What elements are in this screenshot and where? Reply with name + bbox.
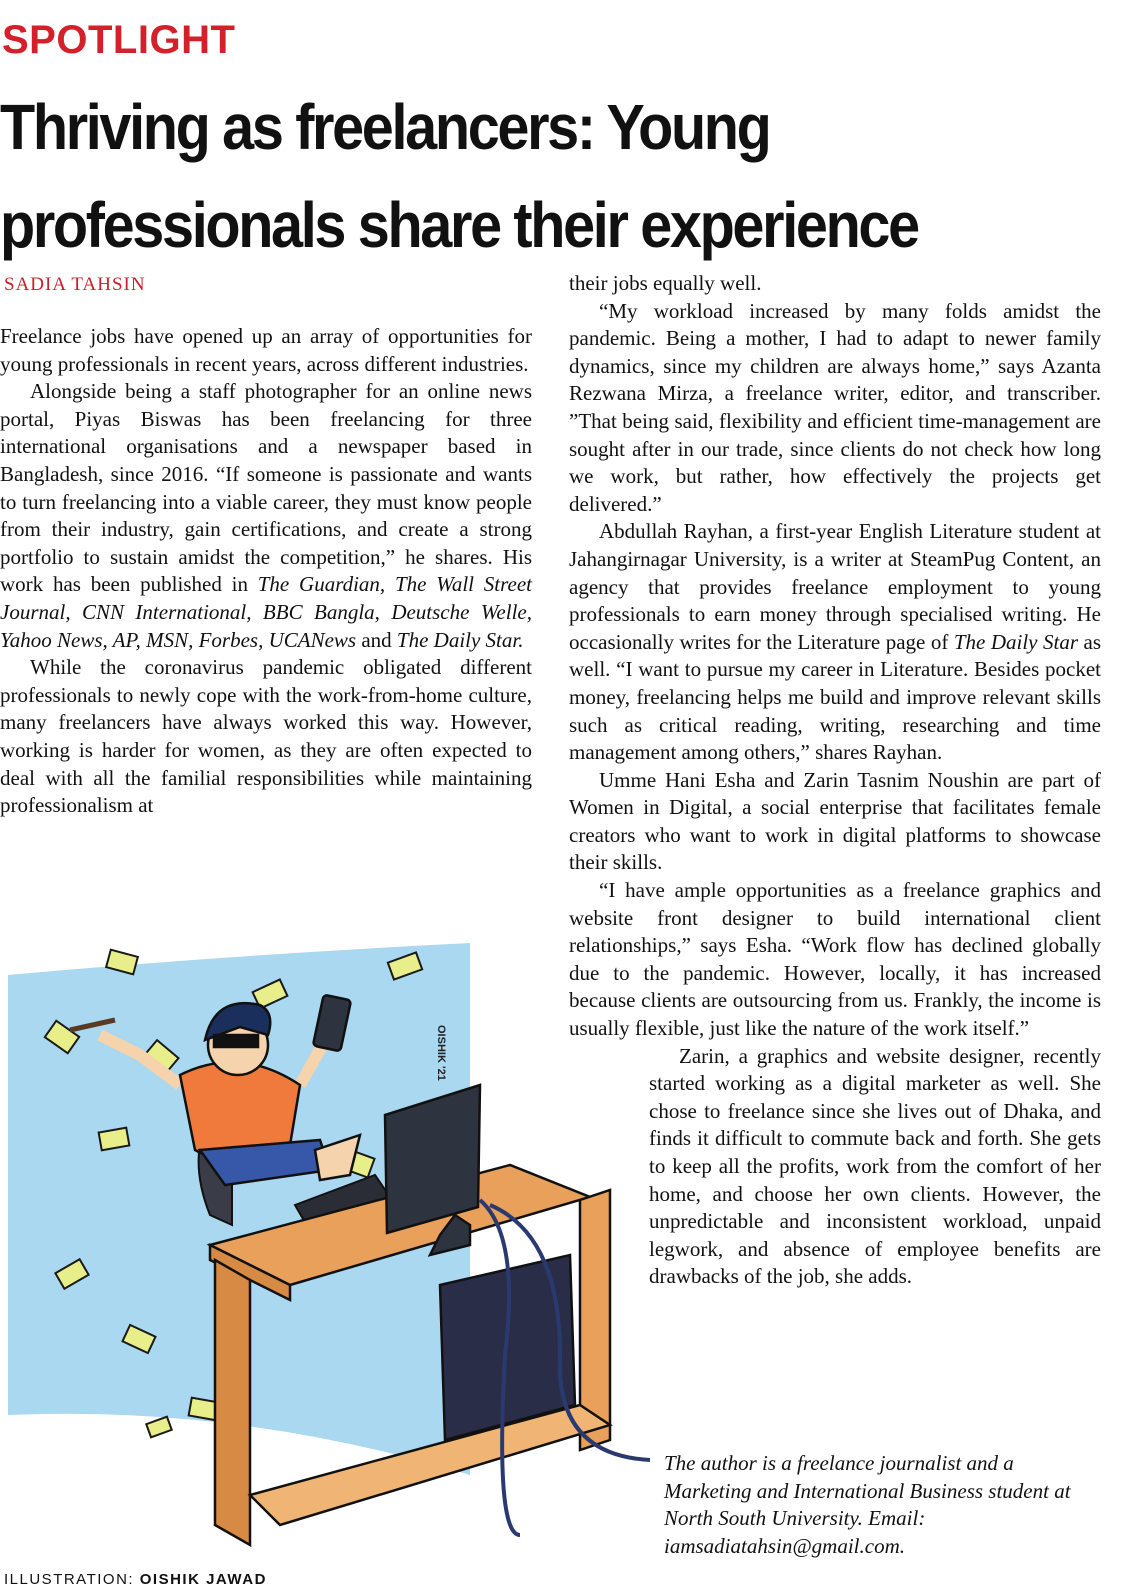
headline-line-1: Thriving as freelancers: Young: [0, 91, 770, 163]
paragraph-text: Alongside being a staff photographer for an online news portal, Piyas Biswas has been freelancing for three international organisations and a newspaper based in Bangladesh, since 2016. “If someone is passionate and wants to turn freelancing into a viable career, they must know people from their industry, gain certifications, and create a strong portfolio to sustain amidst the competition,” he shares. His work has been published in: [0, 379, 532, 597]
byline: SADIA TAHSIN: [4, 274, 146, 295]
money-bill: [146, 1417, 171, 1438]
illustration-signature: OISHIK '21: [435, 1025, 447, 1081]
author-note: The author is a freelance journalist and a Marketing and International Business student at North South University. Email: iamsadiatahsin@gmail.com.: [664, 1451, 1071, 1558]
paragraph-text: as well. “I want to pursue my career in Literature. Besides pocket money, freelancing helps me build and improve relevant skills such as critical reading, writing, researching and time management among others,” shares Rayhan.: [569, 629, 1101, 765]
publication-name: The Daily Star: [953, 629, 1078, 654]
paragraph: Umme Hani Esha and Zarin Tasnim Noushin are part of Women in Digital, a social enterprise that facilitates female creators who want to work in digital platforms to showcase their skills.: [569, 767, 1101, 875]
paragraph-text: and: [356, 627, 397, 652]
paragraph-text: Abdullah Rayhan, a first-year English Literature student at Jahangirnagar University, is a writer at SteamPug Content, an agency that provides freelance employment to young professionals to earn money through specialised writing. He occasionally writes for the Literature page of: [569, 519, 1101, 654]
paragraph: While the coronavirus pandemic obligated different professionals to newly cope with the work-from-home culture, many freelancers have always worked this way. However, working is harder for women, as they are often expected to deal with all the familial responsibilities while maintaining professionalism at: [0, 655, 532, 818]
paragraph-text: Zarin, a graphics and website designer, recently started working as a digital marketer as well. She chose to freelance since she lives out of Dhaka, and finds it difficult to commute back and forth. She gets to keep all the profits, work from the comfort of her home, and choose her own clients. However, the unpredictable and inconsistent workload, unpaid legwork, and absence of employee benefits are drawbacks of the job, she adds.: [649, 1043, 1101, 1289]
freelancer-illustration: [0, 935, 660, 1565]
paragraph-continued: their jobs equally well.: [569, 271, 762, 295]
headline-line-2: professionals share their experience: [0, 189, 918, 261]
illustration-credit-label: ILLUSTRATION:: [4, 1571, 135, 1588]
paragraph: “My workload increased by many folds amidst the pandemic. Being a mother, I had to adapt to newer family dynamics, since my children are always home,” says Azanta Rezwana Mirza, a freelance writer, editor, and transcriber. ”That being said, flexibility and efficient time-management are sought after in our trade, since clients do not check how long we work, but rather, how effectively the projects get delivered.”: [569, 298, 1101, 516]
illustrator-name: OISHIK JAWAD: [139, 1571, 267, 1588]
illustration-credit: [4, 1571, 267, 1588]
sunglasses: [214, 1035, 258, 1047]
section-label: SPOTLIGHT: [2, 18, 236, 62]
paragraph: [0, 378, 532, 654]
paragraph: [569, 518, 1101, 766]
paragraph: “I have ample opportunities as a freelance graphics and website front designer to build international client relationships,” says Esha. “Work flow has declined globally due to the pandemic. However, locally, it has increased because clients are outsourcing from us. Frankly, the income is usually flexible, just like the nature of the work itself.”: [569, 878, 1101, 1041]
headline: [0, 78, 1010, 274]
money-bill: [99, 1128, 130, 1151]
publication-name: The Daily Star.: [396, 627, 524, 652]
article-column-1: [0, 323, 532, 820]
desk-side-left: [215, 1260, 250, 1545]
paragraph: Freelance jobs have opened up an array of opportunities for young professionals in recent years, across different industries.: [0, 324, 532, 376]
publication-list: The Guardian, The Wall Street Journal, CNN International, BBC Bangla, Deutsche Welle, Yahoo News, AP, MSN, Forbes, UCANews: [0, 572, 532, 652]
